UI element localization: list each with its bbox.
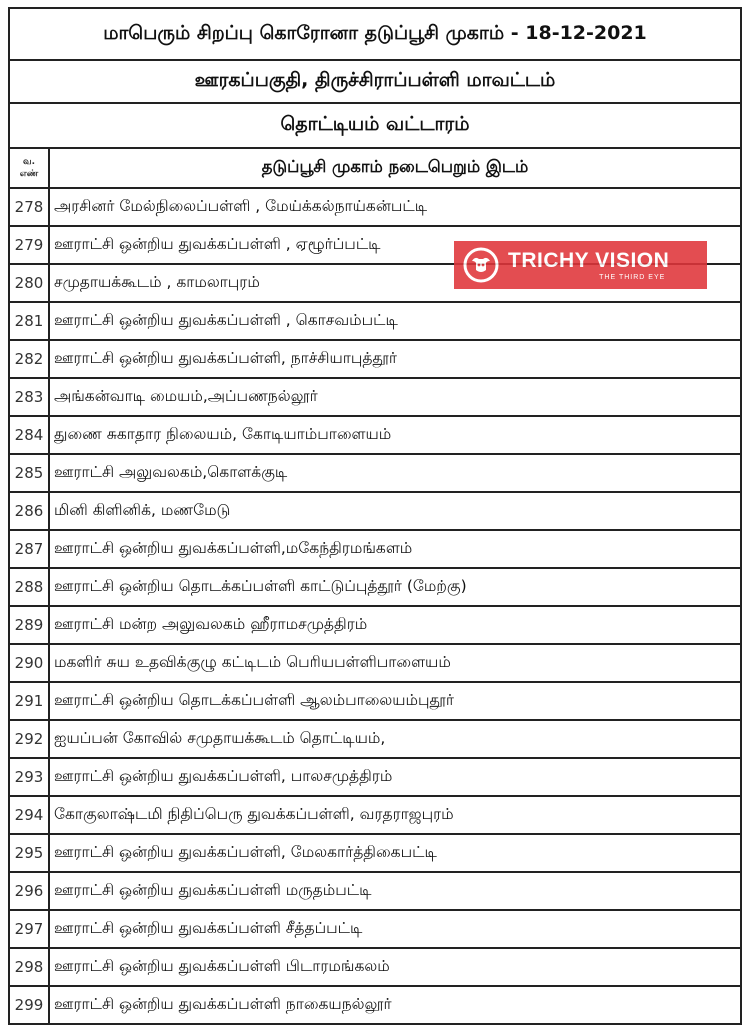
table-header-row xyxy=(10,149,740,189)
serial-number-cell: 293 xyxy=(10,759,50,795)
table-row xyxy=(10,303,740,341)
serial-number-header-line2: எண் xyxy=(19,169,39,179)
table-row xyxy=(10,531,740,569)
camp-location-cell: ஊராட்சி ஒன்றிய துவக்கப்பள்ளி,மகேந்திரமங்களம் xyxy=(54,539,413,557)
camp-location-cell: ஊராட்சி ஒன்றிய துவக்கப்பள்ளி , கொசவம்பட்டி xyxy=(54,311,398,329)
table-row xyxy=(10,189,740,227)
table-row xyxy=(10,987,740,1025)
table-body xyxy=(10,189,740,1025)
serial-number-cell: 284 xyxy=(10,417,50,453)
serial-number-cell: 299 xyxy=(10,987,50,1023)
block-heading: தொட்டியம் வட்டாரம் xyxy=(10,104,740,149)
table-row xyxy=(10,911,740,949)
camp-location-cell: ஊராட்சி ஒன்றிய தொடக்கப்பள்ளி காட்டுப்புத்தூர் (மேற்கு) xyxy=(54,577,467,595)
table-row xyxy=(10,797,740,835)
camp-location-cell: ஊராட்சி அலுவலகம்,கொளக்குடி xyxy=(54,463,288,481)
table-row xyxy=(10,607,740,645)
table-row xyxy=(10,949,740,987)
serial-number-cell: 298 xyxy=(10,949,50,985)
table-row xyxy=(10,835,740,873)
serial-number-header-line1: வ. xyxy=(22,157,36,167)
serial-number-cell: 283 xyxy=(10,379,50,415)
camp-location-cell: ஊராட்சி ஒன்றிய துவக்கப்பள்ளி , ஏழூர்ப்பட்டி xyxy=(54,235,381,253)
serial-number-cell: 288 xyxy=(10,569,50,605)
serial-number-cell: 285 xyxy=(10,455,50,491)
serial-number-cell: 297 xyxy=(10,911,50,947)
table-row xyxy=(10,417,740,455)
camp-location-cell: அரசினர் மேல்நிலைப்பள்ளி , மேய்க்கல்நாய்கன்பட்டி xyxy=(54,197,428,215)
camp-location-cell: மகளிர் சுய உதவிக்குழு கட்டிடம் பெரியபள்ளிபாளையம் xyxy=(54,653,451,671)
camp-location-cell: ஊராட்சி ஒன்றிய துவக்கப்பள்ளி நாகையநல்லூர் xyxy=(54,995,392,1013)
camp-location-cell: ஊராட்சி மன்ற அலுவலகம் ஹீராமசமுத்திரம் xyxy=(54,615,368,633)
camp-location-cell: ஊராட்சி ஒன்றிய துவக்கப்பள்ளி பிடாரமங்கலம் xyxy=(54,957,390,975)
watermark-tagline: THE THIRD EYE xyxy=(599,273,666,281)
serial-number-cell: 295 xyxy=(10,835,50,871)
table-row xyxy=(10,569,740,607)
serial-number-cell: 281 xyxy=(10,303,50,339)
table-row xyxy=(10,455,740,493)
table-row xyxy=(10,759,740,797)
table-row xyxy=(10,721,740,759)
camp-location-cell: சமுதாயக்கூடம் , காமலாபுரம் xyxy=(54,273,260,291)
camp-location-cell: ஊராட்சி ஒன்றிய துவக்கப்பள்ளி, பாலசமுத்திரம் xyxy=(54,767,393,785)
serial-number-cell: 278 xyxy=(10,189,50,225)
camp-location-cell: ஊராட்சி ஒன்றிய துவக்கப்பள்ளி, மேலகார்த்திகைபட்டி xyxy=(54,843,437,861)
table-row xyxy=(10,379,740,417)
serial-number-cell: 291 xyxy=(10,683,50,719)
camp-location-cell: மினி கிளினிக், மணமேடு xyxy=(54,501,231,519)
bull-logo-icon xyxy=(454,241,508,289)
serial-number-cell: 282 xyxy=(10,341,50,377)
table-row xyxy=(10,493,740,531)
serial-number-cell: 294 xyxy=(10,797,50,833)
serial-number-cell: 292 xyxy=(10,721,50,757)
table-row xyxy=(10,341,740,379)
vaccination-camp-table xyxy=(8,7,742,1025)
district-heading: ஊரகப்பகுதி, திருச்சிராப்பள்ளி மாவட்டம் xyxy=(10,61,740,104)
table-row xyxy=(10,873,740,911)
serial-number-cell: 296 xyxy=(10,873,50,909)
camp-location-cell: கோகுலாஷ்டமி நிதிப்பெரு துவக்கப்பள்ளி, வரதராஜபுரம் xyxy=(54,805,454,823)
camp-location-cell: ஊராட்சி ஒன்றிய தொடக்கப்பள்ளி ஆலம்பாலையம்புதூர் xyxy=(54,691,454,709)
serial-number-cell: 287 xyxy=(10,531,50,567)
trichy-vision-watermark xyxy=(454,241,707,289)
serial-number-cell: 279 xyxy=(10,227,50,263)
camp-location-cell: அங்கன்வாடி மையம்,அப்பணநல்லூர் xyxy=(54,387,318,405)
serial-number-cell: 280 xyxy=(10,265,50,301)
camp-location-header: தடுப்பூசி முகாம் நடைபெறும் இடம் xyxy=(261,157,529,176)
table-row xyxy=(10,683,740,721)
camp-location-cell: ஊராட்சி ஒன்றிய துவக்கப்பள்ளி சீத்தப்பட்டி xyxy=(54,919,363,937)
camp-location-cell: ஐயப்பன் கோவில் சமுதாயக்கூடம் தொட்டியம், xyxy=(54,729,386,747)
watermark-title: TRICHY VISION xyxy=(508,248,670,272)
serial-number-cell: 286 xyxy=(10,493,50,529)
camp-location-cell: ஊராட்சி ஒன்றிய துவக்கப்பள்ளி மருதம்பட்டி xyxy=(54,881,372,899)
table-row xyxy=(10,645,740,683)
serial-number-cell: 290 xyxy=(10,645,50,681)
serial-number-header xyxy=(10,149,50,187)
camp-location-cell: துணை சுகாதார நிலையம், கோடியாம்பாளையம் xyxy=(54,425,392,443)
serial-number-cell: 289 xyxy=(10,607,50,643)
camp-location-cell: ஊராட்சி ஒன்றிய துவக்கப்பள்ளி, நாச்சியாபுத்தூர் xyxy=(54,349,397,367)
page-title: மாபெரும் சிறப்பு கொரோனா தடுப்பூசி முகாம் - 18-12-2021 xyxy=(10,9,740,61)
